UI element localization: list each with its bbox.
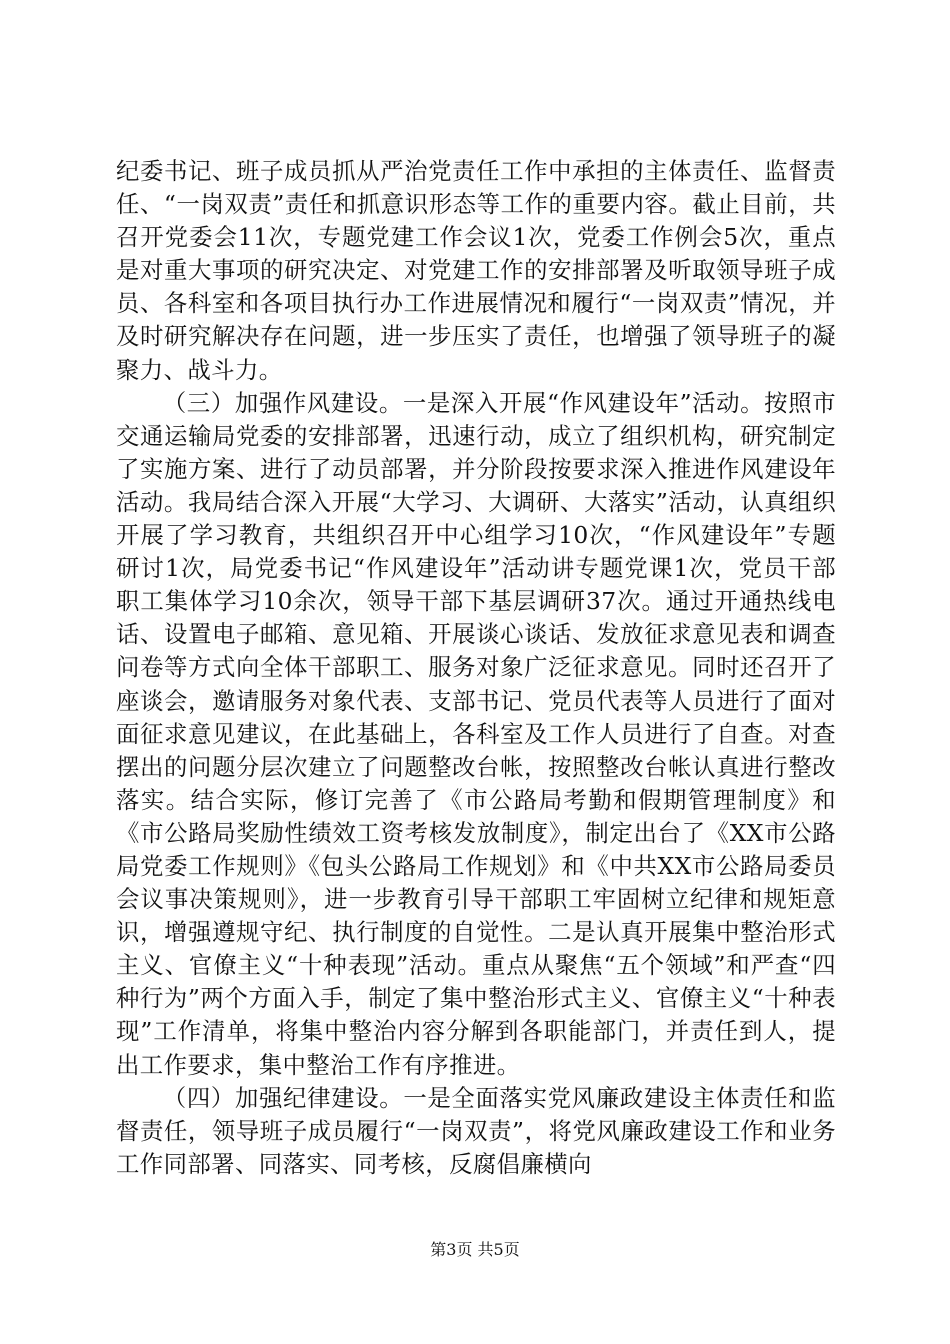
paragraph-continuation: 纪委书记、班子成员抓从严治党责任工作中承担的主体责任、监督责任、“一岗双责”责任和抓意识形态等工作的重要内容。截止目前，共召开党委会11次，专题党建工作会议1次，党委工作例会5次，重点是对重大事项的研究决定、对党建工作的安排部署及听取领导班子成员、各科室和各项目执行办工作进展情况和履行“一岗双责”情况，并及时研究解决存在问题，进一步压实了责任，也增强了领导班子的凝聚力、战斗力。	[116, 157, 836, 384]
paragraph-section-three: （三）加强作风建设。一是深入开展“作风建设年”活动。按照市交通运输局党委的安排部署，迅速行动，成立了组织机构，研究制定了实施方案、进行了动员部署，并分阶段按要求深入推进作风建设年活动。我局结合深入开展“大学习、大调研、大落实”活动，认真组织开展了学习教育，共组织召开中心组学习10次，“作风建设年”专题研讨1次，局党委书记“作风建设年”活动讲专题党课1次，党员干部职工集体学习10余次，领导干部下基层调研37次。通过开通热线电话、设置电子邮箱、意见箱、开展谈心谈话、发放征求意见表和调查问卷等方式向全体干部职工、服务对象广泛征求意见。同时还召开了座谈会，邀请服务对象代表、支部书记、党员代表等人员进行了面对面征求意见建议，在此基础上，各科室及工作人员进行了自查。对查摆出的问题分层次建立了问题整改台帐，按照整改台帐认真进行整改落实。结合实际，修订完善了《市公路局考勤和假期管理制度》和《市公路局奖励性绩效工资考核发放制度》，制定出台了《XX市公路局党委工作规则》《包头公路局工作规划》和《中共XX市公路局委员会议事决策规则》，进一步教育引导干部职工牢固树立纪律和规矩意识，增强遵规守纪、执行制度的自觉性。二是认真开展集中整治形式主义、官僚主义“十种表现”活动。重点从聚焦“五个领域”和严查“四种行为”两个方面入手，制定了集中整治形式主义、官僚主义“十种表现”工作清单，将集中整治内容分解到各职能部门，并责任到人，提出工作要求，集中整治工作有序推进。	[116, 388, 836, 1079]
document-body	[116, 155, 836, 1181]
paragraph-section-four: （四）加强纪律建设。一是全面落实党风廉政建设主体责任和监督责任，领导班子成员履行“一岗双责”，将党风廉政建设工作和业务工作同部署、同落实、同考核，反腐倡廉横向	[116, 1083, 836, 1178]
page-number-footer: 第3页 共5页	[430, 1240, 520, 1259]
